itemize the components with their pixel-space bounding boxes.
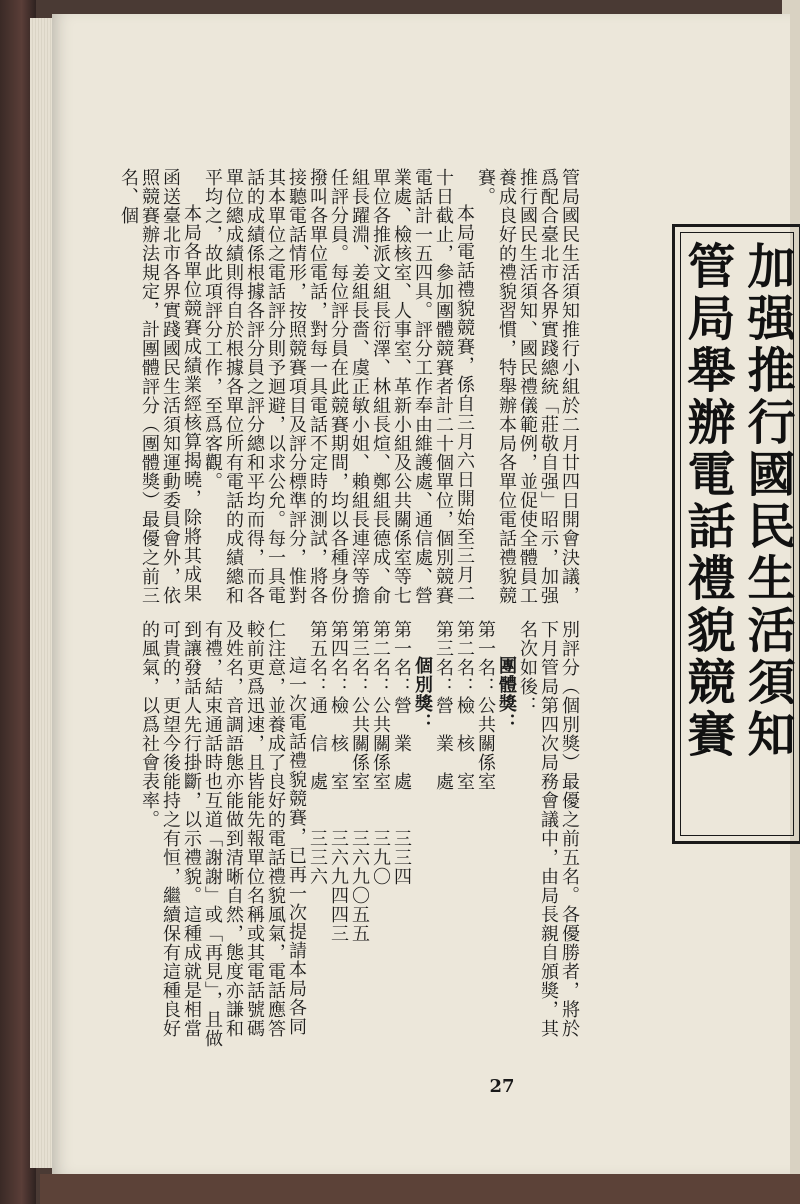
title-box-inner [680,232,794,836]
article-upper-block [118,168,580,614]
book-page [52,14,795,1174]
individual-award-heading-text: 個別獎： [412,656,433,732]
paragraph-closing [139,620,307,1050]
individual-award-row: 第一名：營 業 處 三三四 [391,620,412,886]
page-number: 27 [489,1076,515,1097]
paragraph-process-text: 本局電話禮貌競賽，係自三月六日開始至三月二十日截止，參加團體競賽者計二十個單位，個別競賽電話計一五四具。評分工作奉由維護處、通信處、營業處、檢核室、人事室、革新小組及公共關係室等七單位各推派文組長衍澤、林組長煊、鄭組長德成、俞組長躍淵、姜組長嗇、虞正敏小姐、賴組長連滓等擔任評分員。每位評分員在此競賽期間，均以各種身份撥叫各單位電話，對每一具電話不定時的測試，將各接聽電話情形，按照競賽項目及評分標準評分，惟對其本單位之電話評分則予迴避，以求公允。每一具電話的成績係根據各評分員之評分總和平均而得，而各單位總成績則得自於根據各單位所有電話的成績總和平均之，故此項評分工作，至爲客觀。 [202,168,475,605]
team-award-row: 第二名：檢 核 室 [454,620,475,791]
book-bottom-edge [40,1174,800,1204]
team-award-row: 第三名：營 業 處 [433,620,454,791]
team-award-heading-text: 團體獎： [496,656,517,732]
paragraph-results [118,168,202,614]
individual-award-row: 第五名：通 信 處 三三六 [307,620,328,886]
individual-award-row: 第三名：公共關係室 三六九〇五五 [349,620,370,943]
paragraph-awards-intro: 別評分（個別獎）最優之前五名。各優勝者，將於下月管局第四次局務會議中，由局長親自頒獎，其名次如後： [517,620,580,1038]
paragraph-closing-text: 這一次電話禮貌競賽，已再一次提請本局各同仁注意，並養成了良好的電話禮貌風氣，電話應答較前更爲迅速，且皆能先報單位名稱或其電話號碼及姓名，音調語態亦能做到清晰自然，態度亦謙和有禮，結束通話時也互道「謝謝」或「再見」，且做到讓發話人先行掛斷，以示禮貌。這種成就是相當可貴的，更望今後能持之有恒，繼續保有這種良好的風氣，以爲社會表率。 [139,620,307,1048]
article-lower-block [139,620,580,1050]
title-line-1: 加强推行國民生活須知 [739,241,795,761]
title-line-2: 管局舉辦電話禮貌競賽 [679,241,735,761]
title-box [672,224,800,844]
paragraph-results-text: 本局各單位競賽成績業經核算揭曉，除將其成果函送臺北市各界實踐國民生活須知運動委員會外，依照競賽辦法規定，計團體評分（團體獎）最優之前三名、個 [118,168,202,605]
paragraph-intro: 管局國民生活須知推行小組於二月廿四日開會決議，爲配合臺北市各界實踐總統「莊敬自强」昭示，加强推行國民生活須知、國民禮儀範例，並促使全體員工養成良好的禮貌習慣，特舉辦本局各單位電話禮貌競賽。 [475,168,580,605]
paragraph-process [202,168,475,614]
team-award-row: 第一名：公共關係室 [475,620,496,791]
individual-award-row: 第四名：檢 核 室 三六九四四三 [328,620,349,943]
individual-award-row: 第二名：公共關係室 三九〇 [370,620,391,886]
team-award-heading [496,620,517,1050]
individual-award-heading [412,620,433,1050]
